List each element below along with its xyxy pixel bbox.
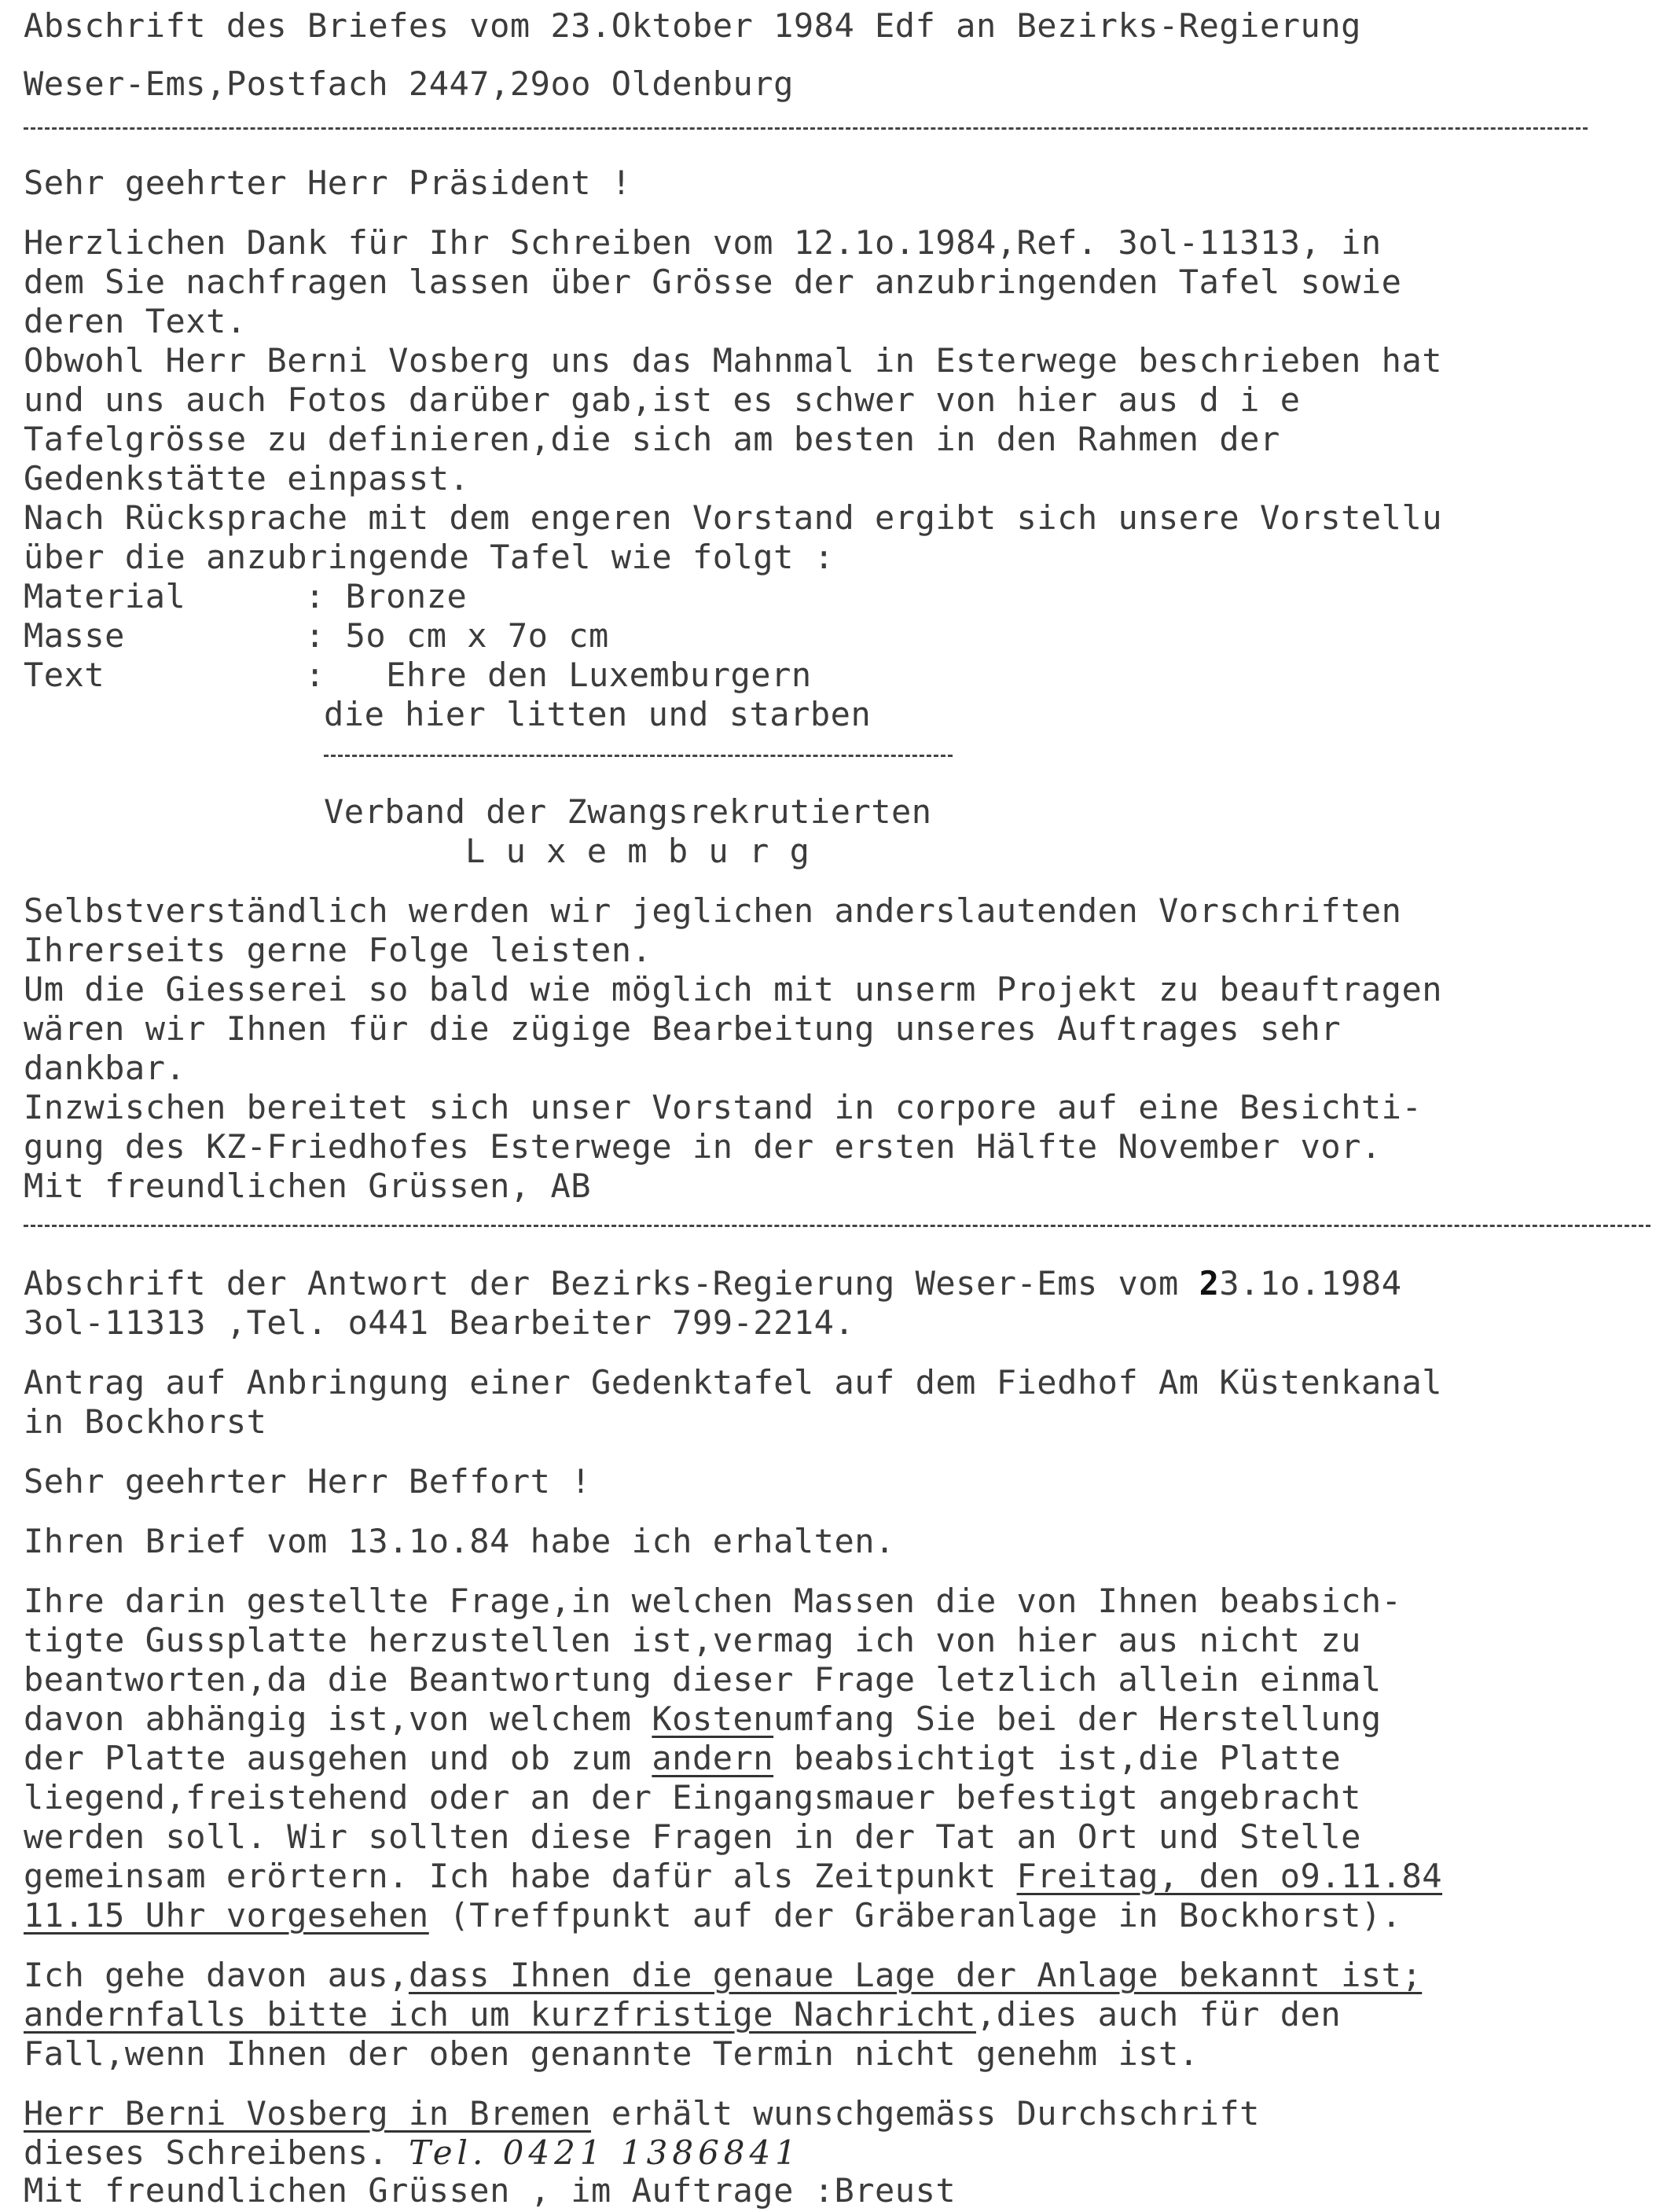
- letter2-subject-line: Antrag auf Anbringung einer Gedenktafel auf dem Fiedhof Am Küstenkanal: [24, 1363, 1443, 1402]
- letter2-paragraph-line: Fall,wenn Ihnen der oben genannte Termin nicht genehm ist.: [24, 2034, 1199, 2073]
- letter1-paragraph-line: Obwohl Herr Berni Vosberg uns das Mahnmal in Esterwege beschrieben hat: [24, 341, 1443, 380]
- spec-text-value-3: Verband der Zwangsrekrutierten: [324, 792, 932, 831]
- letter2-closing: Mit freundlichen Grüssen , im Auftrage :Breust: [24, 2171, 956, 2210]
- letter1-paragraph-line: Tafelgrösse zu definieren,die sich am besten in den Rahmen der: [24, 420, 1280, 458]
- underlined-text: andern: [652, 1739, 774, 1777]
- letter1-paragraph-line: gung des KZ-Friedhofes Esterwege in der ersten Hälfte November vor.: [24, 1127, 1382, 1166]
- text-segment: gemeinsam erörtern. Ich habe dafür als Zeitpunkt: [24, 1857, 1017, 1895]
- letter2-paragraph-line: liegend,freistehend oder an der Eingangsmauer befestigt angebracht: [24, 1778, 1361, 1817]
- separator-rule: [24, 127, 1588, 130]
- letter1-paragraph-line: Nach Rücksprache mit dem engeren Vorstand ergibt sich unsere Vorstellu: [24, 498, 1443, 537]
- handwritten-phone-number: Tel. 0421 1386841: [408, 2133, 801, 2172]
- underlined-text: andernfalls bitte ich um kurzfristige Nachricht: [24, 1995, 976, 2034]
- letter2-header-date: 3.1o.1984: [1219, 1264, 1402, 1303]
- underlined-text: 11.15 Uhr vorgesehen: [24, 1896, 429, 1935]
- letter2-paragraph-line: tigte Gussplatte herzustellen ist,vermag ich von hier aus nicht zu: [24, 1621, 1361, 1659]
- letter2-paragraph-line: [24, 1699, 1382, 1739]
- text-segment: beabsichtigt ist,die Platte: [773, 1739, 1342, 1777]
- underlined-text: Freitag, den o9.11.84: [1016, 1857, 1443, 1895]
- text-segment: umfang Sie bei der Herstellung: [773, 1699, 1382, 1738]
- spec-material-label: Material: [24, 577, 186, 615]
- letter2-paragraph-line: Ihren Brief vom 13.1o.84 habe ich erhalten.: [24, 1522, 895, 1560]
- letter1-paragraph-line: dem Sie nachfragen lassen über Grösse der anzubringenden Tafel sowie: [24, 263, 1402, 301]
- letter2-header-text: Abschrift der Antwort der Bezirks-Regierung Weser-Ems vom: [24, 1264, 1199, 1303]
- text-segment: (Treffpunkt auf der Gräberanlage in Bockhorst).: [428, 1896, 1402, 1935]
- underlined-text: Herr Berni Vosberg in Bremen: [24, 2094, 592, 2133]
- spec-text-value-4: L u x e m b u r g: [465, 832, 810, 870]
- letter2-subject-line: in Bockhorst: [24, 1402, 267, 1441]
- letter2-paragraph-line: Ihre darin gestellte Frage,in welchen Massen die von Ihnen beabsich-: [24, 1582, 1402, 1620]
- spec-text-value-2: die hier litten und starben: [324, 695, 872, 733]
- letter1-paragraph-line: Ihrerseits gerne Folge leisten.: [24, 931, 652, 969]
- letter1-paragraph-line: über die anzubringende Tafel wie folgt :: [24, 538, 835, 576]
- letter2-paragraph-line: [24, 1896, 1401, 1935]
- plaque-separator-rule: [324, 755, 953, 757]
- letter2-header-line-1: [24, 1264, 1401, 1303]
- letter1-paragraph-line: Gedenkstätte einpasst.: [24, 459, 470, 498]
- separator-rule: [24, 1225, 1650, 1227]
- letter1-closing: Mit freundlichen Grüssen, AB: [24, 1167, 592, 1205]
- underlined-text: Kosten: [652, 1699, 774, 1738]
- letter1-paragraph-line: Selbstverständlich werden wir jeglichen anderslautenden Vorschriften: [24, 891, 1402, 930]
- letter2-salutation: Sehr geehrter Herr Beffort !: [24, 1462, 592, 1501]
- text-segment: ,dies auch für den: [975, 1995, 1342, 2034]
- letter2-paragraph-line: beantworten,da die Beantwortung dieser Frage letzlich allein einmal: [24, 1660, 1382, 1699]
- text-segment: davon abhängig ist,von welchem: [24, 1699, 652, 1738]
- letter1-paragraph-line: dankbar.: [24, 1049, 186, 1087]
- letter2-paragraph-line: [24, 1956, 1422, 1995]
- letter1-paragraph-line: und uns auch Fotos darüber gab,ist es schwer von hier aus d i e: [24, 380, 1301, 419]
- letter1-paragraph-line: Um die Giesserei so bald wie möglich mit unserm Projekt zu beauftragen: [24, 970, 1443, 1009]
- letter1-paragraph-line: Inzwischen bereitet sich unser Vorstand in corpore auf eine Besichti-: [24, 1088, 1423, 1126]
- letter2-paragraph-line: [24, 1857, 1442, 1896]
- letter1-header-line-2: Weser-Ems,Postfach 2447,29oo Oldenburg: [24, 64, 794, 103]
- text-segment: der Platte ausgehen und ob zum: [24, 1739, 652, 1777]
- letter1-paragraph-line: deren Text.: [24, 302, 247, 340]
- letter1-salutation: Sehr geehrter Herr Präsident !: [24, 164, 632, 202]
- letter2-paragraph-line: [24, 2133, 801, 2173]
- letter1-header-line-1: Abschrift des Briefes vom 23.Oktober 1984 Edf an Bezirks-Regierung: [24, 6, 1361, 45]
- letter2-paragraph-line: werden soll. Wir sollten diese Fragen in der Tat an Ort und Stelle: [24, 1817, 1361, 1856]
- spec-text-value-1: : Ehre den Luxemburgern: [305, 656, 812, 694]
- letter2-header-line-2: 3ol-11313 ,Tel. o441 Bearbeiter 799-2214.: [24, 1303, 855, 1342]
- text-segment: Ich gehe davon aus,: [24, 1956, 409, 1994]
- spec-text-label: Text: [24, 656, 105, 694]
- overtyped-digit: 2: [1199, 1264, 1220, 1303]
- letter2-paragraph-line: [24, 1739, 1341, 1778]
- spec-masse-label: Masse: [24, 616, 125, 655]
- underlined-text: dass Ihnen die genaue Lage der Anlage bekannt ist;: [408, 1956, 1423, 1994]
- text-segment: dieses Schreibens.: [24, 2133, 409, 2172]
- text-segment: erhält wunschgemäss Durchschrift: [591, 2094, 1260, 2133]
- spec-material-value: : Bronze: [305, 577, 468, 615]
- spec-masse-value: : 5o cm x 7o cm: [305, 616, 609, 655]
- letter2-paragraph-line: [24, 1995, 1341, 2034]
- letter1-paragraph-line: Herzlichen Dank für Ihr Schreiben vom 12.1o.1984,Ref. 3ol-11313, in: [24, 223, 1382, 262]
- letter2-paragraph-line: [24, 2094, 1260, 2133]
- letter1-paragraph-line: wären wir Ihnen für die zügige Bearbeitung unseres Auftrages sehr: [24, 1009, 1342, 1048]
